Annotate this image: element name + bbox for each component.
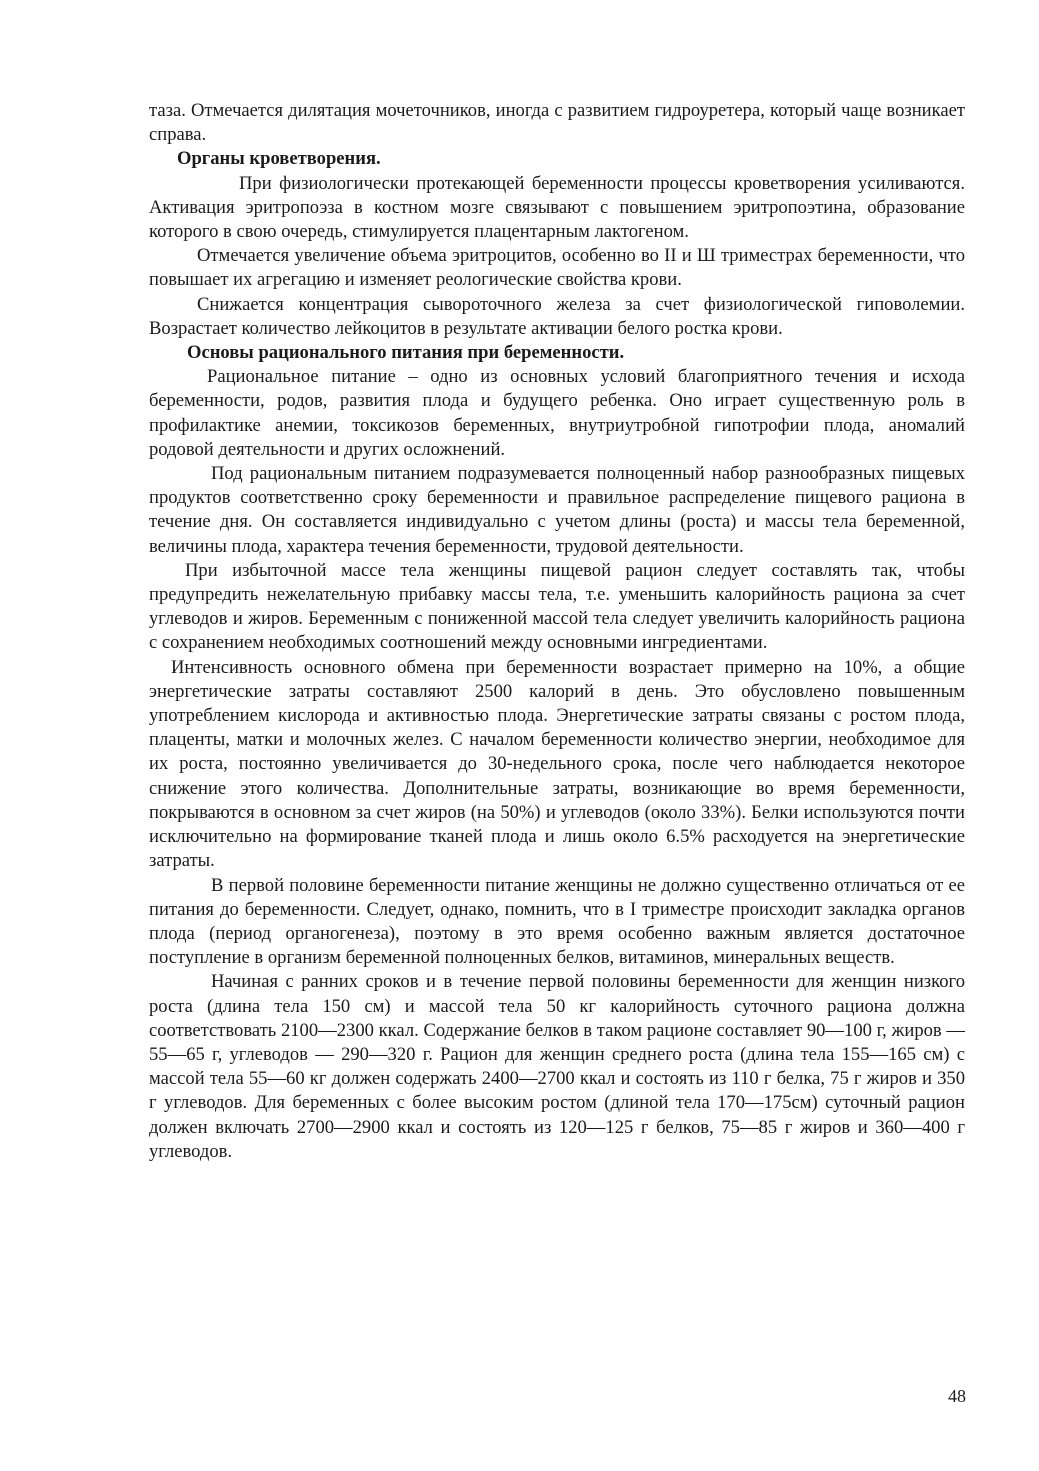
paragraph: Отмечается увеличение объема эритроцитов, особенно во II и Ш триместрах беременности, что повышает их агрегацию и изменяет реологические свойства крови.	[149, 245, 965, 291]
paragraph: При физиологически протекающей беременности процессы кроветворения усиливаются. Активация эритропоэза в костном мозге связывают с повышением эритропоэтина, образование которого в свою очередь, стимулируется плацентарным лактогеном.	[149, 172, 965, 243]
paragraph: При избыточной массе тела женщины пищевой рацион следует составлять так, чтобы предупредить нежелательную прибавку массы тела, т.е. уменьшить калорийность рациона за счет углеводов и жиров. Беременным с пониженной массой тела следует увеличить калорийность рациона с сохранением необходимых соотношений между основными ингредиентами.	[149, 559, 965, 654]
section-heading-nutrition: Основы рационального питания при беременности.	[187, 342, 625, 364]
paragraph: Начиная с ранних сроков и в течение первой половины беременности для женщин низкого роста (длина тела 150 см) и массой тела 50 кг калорийность суточного рациона должна соответствовать 2100—2300 ккал. Содержание белков в таком рационе составляет 90—100 г, жиров — 55—65 г, углеводов — 290—320 г. Рацион для женщин среднего роста (длина тела 155—165 см) с массой тела 55—60 кг должен содержать 2400—2700 ккал и состоять из 110 г белка, 75 г жиров и 350 г углеводов. Для беременных с более высоким ростом (длиной тела 170—175см) суточный рацион должен включать 2700—2900 ккал и состоять из 120—125 г белков, 75—85 г жиров и 360—400 г углеводов.	[149, 971, 965, 1162]
paragraph: Снижается концентрация сывороточного железа за счет физиологической гиповолемии. Возрастает количество лейкоцитов в результате активации белого ростка крови.	[149, 293, 965, 339]
section-heading-hematopoiesis: Органы кроветворения.	[177, 148, 381, 170]
paragraph: Интенсивность основного обмена при беременности возрастает примерно на 10%, а общие энергетические затраты составляют 2500 калорий в день. Это обусловлено повышенным употреблением кислорода и активностью плода. Энергетические затраты связаны с ростом плода, плаценты, матки и молочных желез. С началом беременности количество энергии, необходимое для их роста, постоянно увеличивается до 30-недельного срока, после чего наблюдается некоторое снижение этого количества. Дополнительные затраты, возникающие во время беременности, покрываются в основном за счет жиров (на 50%) и углеводов (около 33%). Белки используются почти исключительно на формирование тканей плода и лишь около 6.5% расходуется на энергетические затраты.	[149, 656, 965, 872]
paragraph: таза. Отмечается дилятация мочеточников, иногда с развитием гидроуретера, который чаще возникает справа.	[149, 100, 965, 146]
paragraph: В первой половине беременности питание женщины не должно существенно отличаться от ее питания до беременности. Следует, однако, помнить, что в I триместре происходит закладка органов плода (период органогенеза), поэтому в это время особенно важным является достаточное поступление в организм беременной полноценных белков, витаминов, минеральных веществ.	[149, 874, 965, 969]
paragraph: Под рациональным питанием подразумевается полноценный набор разнообразных пищевых продуктов соответственно сроку беременности и правильное распределение пищевого рациона в течение дня. Он составляется индивидуально с учетом длины (роста) и массы тела беременной, величины плода, характера течения беременности, трудовой деятельности.	[149, 463, 965, 557]
document-body	[149, 99, 965, 1164]
page-number: 48	[948, 1386, 966, 1406]
paragraph: Рациональное питание – одно из основных условий благоприятного течения и исхода беременности, родов, развития плода и будущего ребенка. Оно играет существенную роль в профилактике анемии, токсикозов беременных, внутриутробной гипотрофии плода, аномалий родовой деятельности и других осложнений.	[149, 366, 965, 460]
